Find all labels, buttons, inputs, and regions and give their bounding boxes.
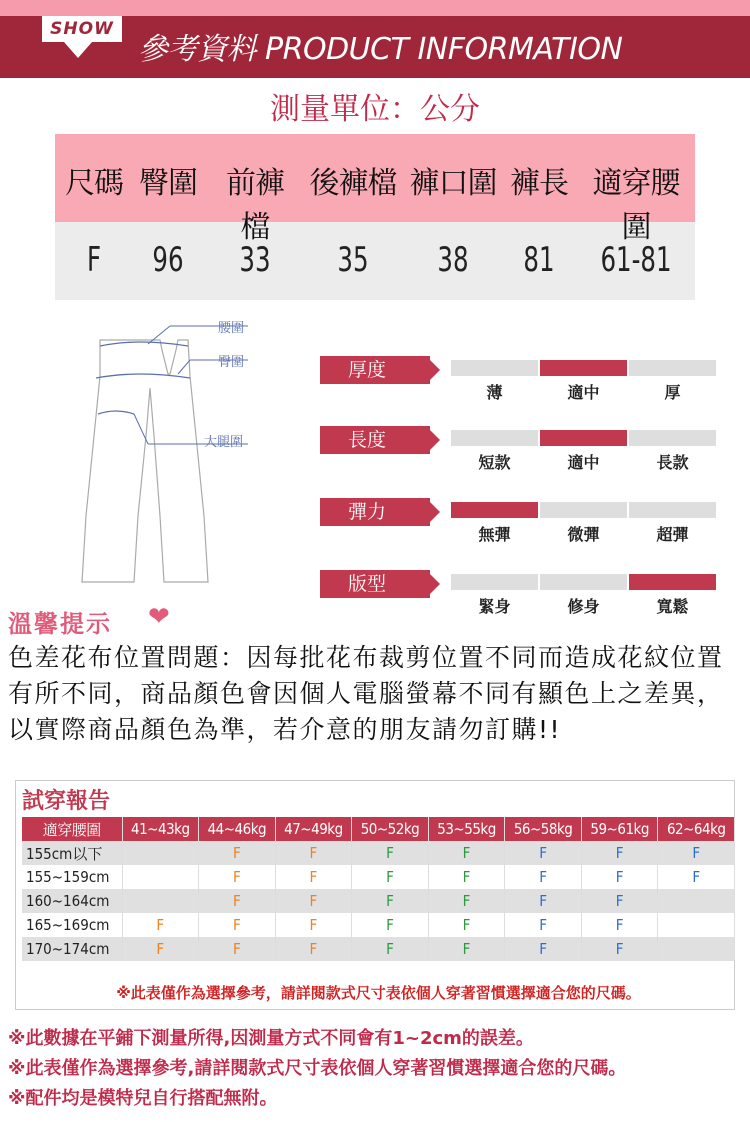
weight-header: 53~55kg <box>428 817 505 841</box>
size-cell: F <box>428 937 505 961</box>
attribute-label: 版型 <box>320 570 430 598</box>
footer-notes <box>8 1024 748 1114</box>
attribute-segment <box>629 360 716 376</box>
size-cell <box>658 889 735 913</box>
size-header: 褲口圍 <box>409 166 497 201</box>
size-cell <box>122 865 199 889</box>
size-header: 後褲檔 <box>309 166 397 201</box>
attribute-segment <box>629 430 716 446</box>
size-header: 尺碼 <box>65 166 123 201</box>
attribute-option: 適中 <box>567 383 600 402</box>
table-row <box>22 937 735 961</box>
size-cell: F <box>505 841 582 865</box>
size-cell <box>122 889 199 913</box>
weight-header: 44~46kg <box>199 817 276 841</box>
size-cell: F <box>275 841 352 865</box>
attribute-option: 寬鬆 <box>656 597 689 616</box>
size-cell: F <box>199 937 276 961</box>
size-header: 適穿腰圍 <box>592 166 680 245</box>
note-line: ※配件均是模特兒自行搭配無附。 <box>8 1088 278 1109</box>
attribute-option: 薄 <box>486 383 503 402</box>
weight-header: 59~61kg <box>581 817 658 841</box>
size-cell: F <box>505 865 582 889</box>
size-value: 61-81 <box>600 240 672 280</box>
attribute-segment <box>629 574 716 590</box>
size-cell: F <box>275 889 352 913</box>
size-cell: F <box>658 841 735 865</box>
weight-header: 47~49kg <box>275 817 352 841</box>
size-cell: F <box>352 865 429 889</box>
attribute-option: 長款 <box>656 453 689 472</box>
attribute-segment <box>451 430 538 446</box>
table-row <box>22 841 735 865</box>
attribute-option: 緊身 <box>478 597 511 616</box>
size-cell: F <box>581 841 658 865</box>
measurement-unit: 測量單位：公分 <box>270 92 480 127</box>
report-header-row <box>22 817 735 841</box>
weight-header: 50~52kg <box>352 817 429 841</box>
size-cell: F <box>352 889 429 913</box>
size-cell: F <box>428 865 505 889</box>
size-cell: F <box>352 937 429 961</box>
waist-label: 腰圍 <box>218 321 245 336</box>
attribute-option: 超彈 <box>656 525 689 544</box>
size-cell: F <box>122 937 199 961</box>
attribute-label: 長度 <box>320 426 430 454</box>
attribute-option: 厚 <box>664 383 681 402</box>
size-cell: F <box>428 913 505 937</box>
page-title: 參考資料 PRODUCT INFORMATION <box>138 32 623 67</box>
attribute-option: 無彈 <box>478 525 511 544</box>
thigh-label: 大腿圍 <box>204 435 244 450</box>
size-cell <box>122 841 199 865</box>
size-cell: F <box>581 865 658 889</box>
size-cell: F <box>428 841 505 865</box>
size-table <box>55 134 695 300</box>
size-cell: F <box>275 865 352 889</box>
size-cell: F <box>275 913 352 937</box>
size-cell: F <box>275 937 352 961</box>
size-cell: F <box>505 937 582 961</box>
size-value: 35 <box>337 240 369 280</box>
size-cell: F <box>658 865 735 889</box>
attribute-label: 厚度 <box>320 356 430 384</box>
weight-header: 56~58kg <box>505 817 582 841</box>
size-header: 前褲檔 <box>226 166 284 245</box>
table-row <box>22 913 735 937</box>
show-arrow-icon <box>64 42 92 58</box>
size-header: 褲長 <box>510 166 568 201</box>
fitting-report-title: 試穿報告 <box>22 789 111 814</box>
size-value: 96 <box>152 240 184 280</box>
size-cell: F <box>199 889 276 913</box>
attribute-option: 短款 <box>478 453 511 472</box>
height-label: 155cm以下 <box>22 841 122 865</box>
weight-header: 41~43kg <box>122 817 199 841</box>
height-label: 165~169cm <box>22 913 122 937</box>
height-label: 170~174cm <box>22 937 122 961</box>
weight-header: 62~64kg <box>658 817 735 841</box>
size-cell: F <box>122 913 199 937</box>
size-cell: F <box>199 865 276 889</box>
size-cell: F <box>581 889 658 913</box>
hip-label: 臀圍 <box>218 355 245 370</box>
attribute-segment <box>540 574 627 590</box>
show-tab: SHOW <box>42 16 122 42</box>
attribute-segment <box>540 502 627 518</box>
attribute-option: 適中 <box>567 453 600 472</box>
size-cell: F <box>428 889 505 913</box>
heart-icon: ❤ <box>148 602 170 632</box>
attribute-option: 微彈 <box>567 525 600 544</box>
height-label: 160~164cm <box>22 889 122 913</box>
size-cell: F <box>199 913 276 937</box>
report-corner: 適穿腰圍 <box>22 817 122 841</box>
reminder-title: 溫馨提示 <box>8 610 112 638</box>
size-cell: F <box>352 841 429 865</box>
size-cell: F <box>505 913 582 937</box>
size-cell: F <box>581 913 658 937</box>
size-value: F <box>86 240 102 280</box>
table-row <box>22 889 735 913</box>
size-value: 33 <box>239 240 271 280</box>
reminder-body: 色差花布位置問題：因每批花布裁剪位置不同而造成花紋位置有所不同，商品顏色會因個人電腦螢幕不同有顯色上之差異，以實際商品顏色為準，若介意的朋友請勿訂購!! <box>8 643 724 744</box>
size-cell <box>658 937 735 961</box>
table-row <box>22 865 735 889</box>
attribute-segment <box>540 430 627 446</box>
attribute-segment <box>540 360 627 376</box>
attribute-segment <box>629 502 716 518</box>
attribute-segment <box>451 574 538 590</box>
size-value: 81 <box>523 240 555 280</box>
size-cell <box>658 913 735 937</box>
size-cell: F <box>505 889 582 913</box>
height-label: 155~159cm <box>22 865 122 889</box>
fitting-report-note: ※此表僅作為選擇參考，請詳閱款式尺寸表依個人穿著習慣選擇適合您的尺碼。 <box>116 984 641 1002</box>
note-line: ※此表僅作為選擇參考,請詳閱款式尺寸表依個人穿著習慣選擇適合您的尺碼。 <box>8 1058 627 1079</box>
attribute-label: 彈力 <box>320 498 430 526</box>
size-cell: F <box>352 913 429 937</box>
fitting-report-table <box>22 817 735 961</box>
attribute-option: 修身 <box>567 597 600 616</box>
attribute-segment <box>451 360 538 376</box>
size-value: 38 <box>437 240 469 280</box>
header-top-strip <box>0 0 750 16</box>
size-cell: F <box>581 937 658 961</box>
size-header: 臀圍 <box>139 166 197 201</box>
attribute-segment <box>451 502 538 518</box>
size-cell: F <box>199 841 276 865</box>
note-line: ※此數據在平鋪下測量所得,因測量方式不同會有1~2cm的誤差。 <box>8 1028 534 1049</box>
